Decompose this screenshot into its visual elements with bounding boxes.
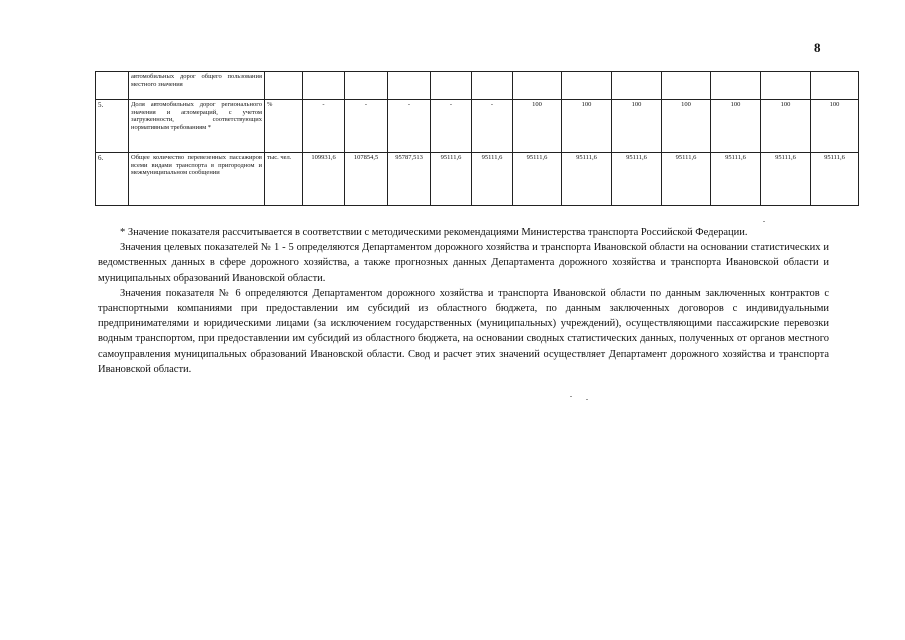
note-paragraph: * Значение показателя рассчитывается в соответствии с методическими рекомендациями Министерства транспорта Российской Федерации. — [120, 227, 748, 238]
scan-speck — [570, 396, 572, 397]
page-number: 8 — [814, 40, 821, 55]
value-cell: 95111,6 — [513, 153, 562, 206]
value-cell: 95111,6 — [431, 153, 472, 206]
value-cell: - — [303, 100, 345, 153]
value-cell — [761, 72, 811, 100]
table-row — [96, 153, 859, 206]
value-cell — [562, 72, 612, 100]
value-cell: 95111,6 — [711, 153, 761, 206]
unit-cell: % — [265, 100, 303, 153]
scan-speck — [586, 399, 588, 400]
value-cell: 95111,6 — [811, 153, 859, 206]
value-cell: - — [472, 100, 513, 153]
indicator-name: Доля автомобильных дорог регионального значения и агломераций, с учетом загруженности, соответствующих нормативным требованиям * — [129, 100, 265, 153]
indicator-name: автомобильных дорог общего пользования местного значения — [129, 72, 265, 100]
value-cell: 95111,6 — [472, 153, 513, 206]
value-cell: 95787,513 — [388, 153, 431, 206]
unit-cell — [265, 72, 303, 100]
table-row — [96, 100, 859, 153]
value-cell: 100 — [761, 100, 811, 153]
value-cell: 100 — [811, 100, 859, 153]
notes — [98, 225, 829, 377]
note-paragraph: Значения показателя № 6 определяются Департаментом дорожного хозяйства и транспорта Ивановской области по данным заключенных контрактов с транспортными компаниями при предоставлении им субсидий из областного бюджета, по данным заключенных договоров с индивидуальными предпринимателями и юридическими лицами (за исключением государственных (муниципальных) учреждений), осуществляющими пассажирские перевозки водным транспортом, при предоставлении им субсидий из областного бюджета, на основании сводных статистических данных, полученных от органов местного самоуправления муниципальных образований Ивановской области. Свод и расчет этих значений осуществляет Департамент дорожного хозяйства и транспорта Ивановской области. — [98, 287, 829, 375]
row-number — [96, 72, 129, 100]
table-row — [96, 72, 859, 100]
indicator-name: Общее количество перевезенных пассажиров всеми видами транспорта в пригородном и межмуниципальном сообщении — [129, 153, 265, 206]
value-cell — [662, 72, 711, 100]
value-cell — [345, 72, 388, 100]
value-cell — [811, 72, 859, 100]
value-cell: 107854,5 — [345, 153, 388, 206]
value-cell: - — [345, 100, 388, 153]
row-number: 5. — [96, 100, 129, 153]
value-cell: 100 — [513, 100, 562, 153]
scan-speck — [763, 221, 765, 222]
value-cell — [711, 72, 761, 100]
value-cell: 95111,6 — [662, 153, 711, 206]
value-cell: 100 — [711, 100, 761, 153]
value-cell — [431, 72, 472, 100]
value-cell: 100 — [612, 100, 662, 153]
value-cell: 95111,6 — [612, 153, 662, 206]
indicators-table — [95, 71, 859, 206]
value-cell: 95111,6 — [761, 153, 811, 206]
value-cell: 100 — [662, 100, 711, 153]
value-cell — [388, 72, 431, 100]
unit-cell: тыс. чел. — [265, 153, 303, 206]
value-cell: - — [388, 100, 431, 153]
row-number: 6. — [96, 153, 129, 206]
value-cell — [513, 72, 562, 100]
value-cell — [303, 72, 345, 100]
value-cell: 95111,6 — [562, 153, 612, 206]
note-paragraph: Значения целевых показателей № 1 - 5 определяются Департаментом дорожного хозяйства и транспорта Ивановской области на основании статистических и ведомственных данных в сфере дорожного хозяйства, а также прогнозных данных Департамента дорожного хозяйства и транспорта Ивановской области и муниципальных образований Ивановской области. — [98, 242, 829, 284]
value-cell: 109931,6 — [303, 153, 345, 206]
value-cell — [612, 72, 662, 100]
value-cell: - — [431, 100, 472, 153]
value-cell — [472, 72, 513, 100]
value-cell: 100 — [562, 100, 612, 153]
